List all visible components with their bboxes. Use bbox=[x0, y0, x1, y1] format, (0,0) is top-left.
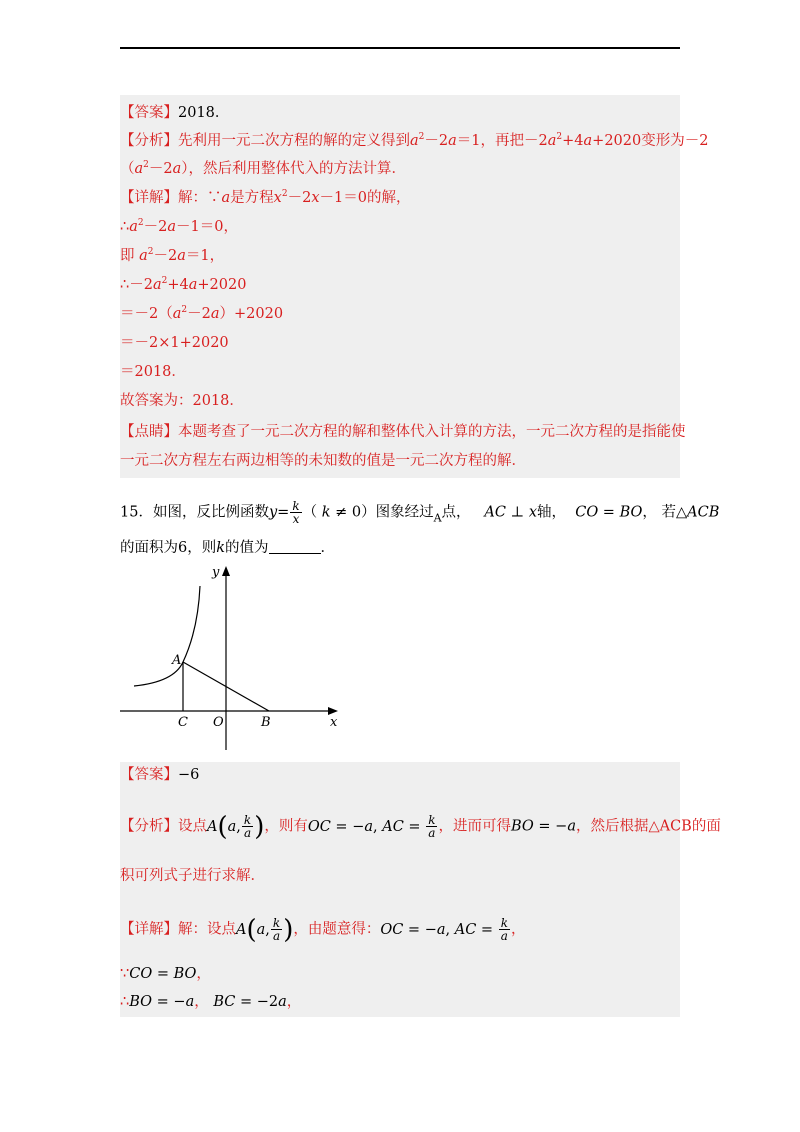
analysis-line-15-1: 【分析】设点A(a, $\frac{k}{a}$ )，则有OC = −a, AC = $\frac{k}{a}$ ，进而可得BO = −a，然后根据△ACB的面 bbox=[120, 811, 721, 842]
answer-line bbox=[120, 103, 229, 123]
analysis-text-3: 变形为－2 bbox=[641, 133, 709, 149]
step-line-5 bbox=[120, 333, 229, 353]
question-text-3: 的值为 bbox=[225, 540, 269, 556]
comment-text-2: 一元二次方程左右两边相等的未知数的值是一元二次方程的解． bbox=[120, 453, 526, 469]
detail-text-1c: ＝0的解， bbox=[343, 190, 411, 206]
y-axis-arrow bbox=[222, 566, 230, 576]
question-end: ． bbox=[320, 540, 336, 556]
analysis-line-2: $(a^2-2a)$，然后利用整体代入的方法计算． bbox=[120, 160, 407, 177]
step-text-1: ＝0， bbox=[199, 219, 238, 235]
answer-line-15 bbox=[120, 765, 199, 785]
analysis-line-1: 【分析】先利用一元二次方程的解的定义得到$a^2-2a=1$，再把$-2a^2+4a+2020$变形为－2 bbox=[120, 132, 709, 149]
comment-tag: 【点睛】 bbox=[120, 424, 178, 440]
because-symbol: ∵ bbox=[120, 966, 130, 982]
answer-tag: 【答案】 bbox=[120, 105, 178, 121]
step-line-7 bbox=[120, 391, 244, 411]
comment-line-2 bbox=[120, 451, 526, 471]
detail-line-1: 【详解】解：∵a是方程$x^2-2x-1=0$的解， bbox=[120, 189, 411, 206]
label-y: y bbox=[212, 565, 220, 580]
analysis-line-15-2 bbox=[120, 866, 265, 886]
question-15-line-2: 的面积为6，则k的值为 ． bbox=[120, 540, 336, 556]
question-15-line-1: 15．如图，反比例函数y= $\frac{k}{x}$ （ k ≠ 0）图象经过$_A$点， AC ⊥ x轴， CO = BO， 若△ACB bbox=[120, 499, 720, 526]
therefore-symbol: ∴ bbox=[120, 994, 130, 1010]
cond-close: ）图象经过 bbox=[361, 504, 434, 521]
analysis-text-2: ＝1，再把－ bbox=[456, 133, 539, 149]
step-text-6: ＝2018． bbox=[120, 364, 186, 380]
solution-panel-15 bbox=[120, 762, 721, 1017]
detail-15-text-1: 解：设点 bbox=[178, 921, 236, 938]
detail-tag-15: 【详解】 bbox=[120, 921, 178, 938]
answer-value-15: −6 bbox=[178, 767, 200, 783]
x-axis-arrow bbox=[328, 707, 338, 715]
step-text-3: ∴－ bbox=[120, 277, 144, 293]
solution-panel-14 bbox=[120, 95, 709, 478]
detail-text-1: 解：∵ bbox=[178, 190, 222, 206]
question-prefix: 15．如图，反比例函数 bbox=[120, 504, 269, 521]
step-text-2b: ＝1， bbox=[185, 248, 225, 264]
perp-axis: 轴， bbox=[537, 504, 566, 521]
step-text-4b: ）+2020 bbox=[219, 306, 284, 322]
step-text-7: 故答案为：2018． bbox=[120, 393, 244, 409]
step-line-1: $\therefore a^2-2a-1=0$， bbox=[120, 218, 238, 235]
analysis-text-4: ），然后利用整体代入的方法计算． bbox=[181, 161, 407, 177]
if-word: 若 bbox=[661, 504, 676, 521]
answer-value: 2018． bbox=[178, 105, 230, 121]
analysis-text-1: 先利用一元二次方程的解的定义得到 bbox=[178, 133, 410, 149]
detail-text-1b: 是方程 bbox=[230, 190, 274, 206]
detail-15-text-2: ，由题意得： bbox=[293, 921, 381, 938]
analysis-15-text-5: 积可列式子进行求解． bbox=[120, 868, 265, 884]
analysis-tag: 【分析】 bbox=[120, 133, 178, 149]
label-x: x bbox=[330, 715, 338, 730]
comment-line-1 bbox=[120, 422, 686, 442]
step-text-2: 即 bbox=[120, 248, 135, 264]
analysis-15-text-2: ，则有 bbox=[264, 818, 308, 835]
detail-line-15-1: 【详解】解：设点A(a, $\frac{k}{a}$ )，由题意得：OC = −a, AC = $\frac{k}{a}$ ， bbox=[120, 914, 526, 945]
analysis-15-text-4: ，然后根据△ACB的面 bbox=[575, 818, 721, 835]
step-line-2: 即 $a^2-2a=1$， bbox=[120, 247, 225, 264]
label-c: C bbox=[178, 715, 188, 730]
point-a: A bbox=[433, 511, 442, 525]
function-graph-figure bbox=[120, 560, 350, 755]
therefore-line: ∴BO = −a， BC = −2a， bbox=[120, 994, 302, 1010]
answer-tag-15: 【答案】 bbox=[120, 767, 178, 783]
analysis-15-text-1: 设点 bbox=[178, 818, 207, 835]
detail-tag: 【详解】 bbox=[120, 190, 178, 206]
point-word: 点， bbox=[441, 504, 471, 521]
detail-15-text-3: ， bbox=[510, 921, 526, 938]
cond-open: （ bbox=[302, 504, 318, 521]
label-o: O bbox=[213, 715, 224, 730]
analysis-15-text-3: ，进而可得 bbox=[438, 818, 511, 835]
label-b: B bbox=[261, 715, 271, 730]
hyperbola-curve bbox=[134, 586, 200, 686]
header-rule bbox=[120, 47, 680, 49]
answer-blank bbox=[269, 539, 321, 554]
fraction-k-over-x: $\frac{k}{x}$ bbox=[292, 499, 300, 526]
step-line-3: $\therefore-2a^2+4a+2020$ bbox=[120, 276, 247, 293]
comment-text-1: 本题考查了一元二次方程的解和整体代入计算的方法，一元二次方程的是指能使 bbox=[178, 424, 686, 440]
step-text-4: ＝－2（ bbox=[120, 306, 173, 322]
label-a: A bbox=[172, 653, 182, 668]
because-line: ∵CO = BO， bbox=[120, 966, 211, 982]
question-text-2: 的面积为6，则 bbox=[120, 540, 217, 556]
analysis-tag-15: 【分析】 bbox=[120, 818, 178, 835]
step-line-4: $=-2(a^2-2a)+2020$ bbox=[120, 305, 284, 322]
step-line-6 bbox=[120, 362, 186, 382]
step-text-5: ＝－2×1+2020 bbox=[120, 335, 229, 351]
